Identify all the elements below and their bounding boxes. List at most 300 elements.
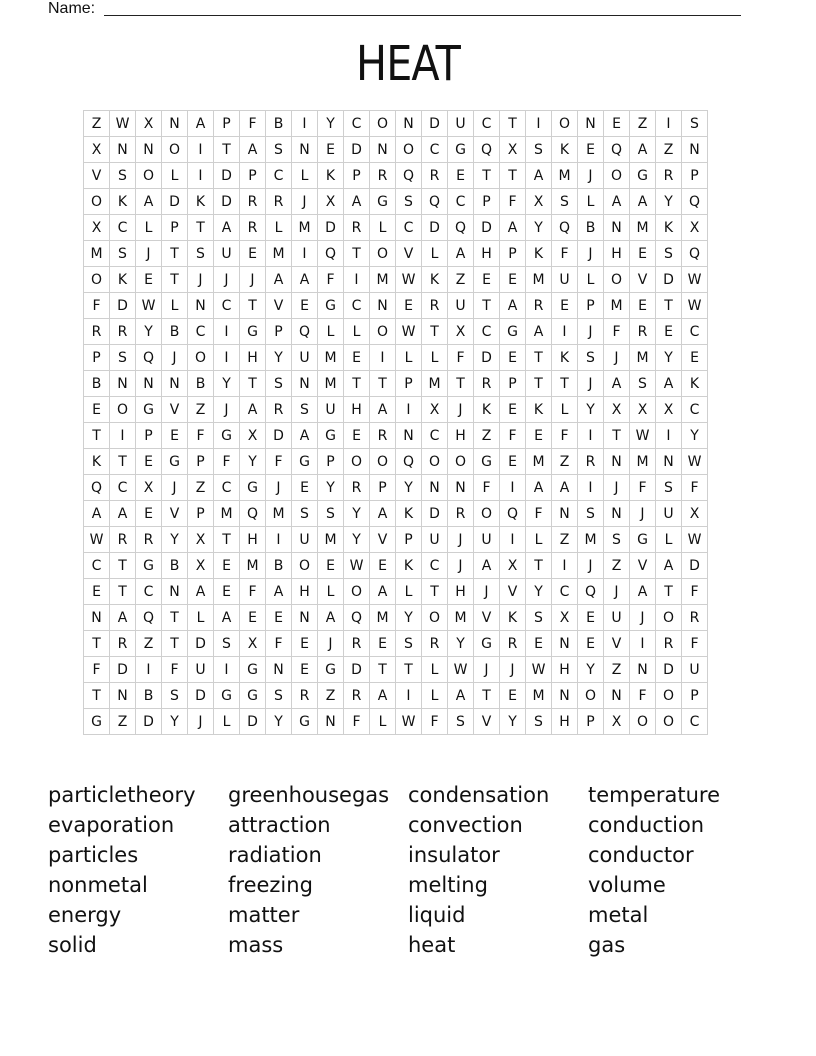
grid-cell[interactable]: N bbox=[396, 423, 422, 449]
grid-cell[interactable]: F bbox=[682, 475, 708, 501]
grid-cell[interactable]: L bbox=[266, 215, 292, 241]
grid-cell[interactable]: F bbox=[214, 449, 240, 475]
grid-cell[interactable]: M bbox=[578, 527, 604, 553]
grid-cell[interactable]: I bbox=[630, 631, 656, 657]
grid-cell[interactable]: M bbox=[370, 605, 396, 631]
grid-cell[interactable]: V bbox=[266, 293, 292, 319]
grid-cell[interactable]: J bbox=[604, 345, 630, 371]
grid-cell[interactable]: A bbox=[448, 683, 474, 709]
grid-cell[interactable]: X bbox=[604, 709, 630, 735]
grid-cell[interactable]: F bbox=[500, 189, 526, 215]
grid-cell[interactable]: O bbox=[630, 709, 656, 735]
grid-cell[interactable]: Y bbox=[162, 527, 188, 553]
grid-cell[interactable]: X bbox=[500, 553, 526, 579]
name-write-line[interactable] bbox=[104, 15, 741, 16]
grid-cell[interactable]: G bbox=[292, 709, 318, 735]
grid-cell[interactable]: Y bbox=[578, 657, 604, 683]
grid-cell[interactable]: N bbox=[110, 371, 136, 397]
grid-cell[interactable]: A bbox=[526, 163, 552, 189]
grid-cell[interactable]: H bbox=[552, 657, 578, 683]
grid-cell[interactable]: R bbox=[526, 293, 552, 319]
grid-cell[interactable]: G bbox=[318, 423, 344, 449]
grid-cell[interactable]: D bbox=[136, 709, 162, 735]
grid-cell[interactable]: Y bbox=[682, 423, 708, 449]
grid-cell[interactable]: M bbox=[448, 605, 474, 631]
grid-cell[interactable]: T bbox=[604, 423, 630, 449]
grid-cell[interactable]: O bbox=[474, 501, 500, 527]
grid-cell[interactable]: B bbox=[266, 553, 292, 579]
grid-cell[interactable]: F bbox=[500, 423, 526, 449]
grid-cell[interactable]: B bbox=[84, 371, 110, 397]
grid-cell[interactable]: A bbox=[656, 371, 682, 397]
grid-cell[interactable]: E bbox=[162, 423, 188, 449]
grid-cell[interactable]: A bbox=[630, 137, 656, 163]
grid-cell[interactable]: S bbox=[656, 475, 682, 501]
grid-cell[interactable]: V bbox=[162, 397, 188, 423]
grid-cell[interactable]: J bbox=[292, 189, 318, 215]
grid-cell[interactable]: H bbox=[292, 579, 318, 605]
grid-cell[interactable]: F bbox=[422, 709, 448, 735]
grid-cell[interactable]: S bbox=[604, 527, 630, 553]
grid-cell[interactable]: E bbox=[500, 267, 526, 293]
grid-cell[interactable]: E bbox=[84, 579, 110, 605]
grid-cell[interactable]: G bbox=[136, 553, 162, 579]
grid-cell[interactable]: M bbox=[370, 267, 396, 293]
grid-cell[interactable]: W bbox=[682, 267, 708, 293]
grid-cell[interactable]: T bbox=[656, 579, 682, 605]
grid-cell[interactable]: V bbox=[500, 579, 526, 605]
grid-cell[interactable]: C bbox=[136, 579, 162, 605]
grid-cell[interactable]: S bbox=[396, 631, 422, 657]
grid-cell[interactable]: A bbox=[526, 475, 552, 501]
grid-cell[interactable]: G bbox=[240, 683, 266, 709]
grid-cell[interactable]: V bbox=[474, 709, 500, 735]
grid-cell[interactable]: R bbox=[84, 319, 110, 345]
grid-cell[interactable]: P bbox=[136, 423, 162, 449]
grid-cell[interactable]: R bbox=[656, 631, 682, 657]
grid-cell[interactable]: R bbox=[136, 527, 162, 553]
grid-cell[interactable]: E bbox=[136, 267, 162, 293]
grid-cell[interactable]: A bbox=[110, 501, 136, 527]
grid-cell[interactable]: A bbox=[370, 501, 396, 527]
grid-cell[interactable]: C bbox=[266, 163, 292, 189]
grid-cell[interactable]: Q bbox=[682, 241, 708, 267]
grid-cell[interactable]: N bbox=[682, 137, 708, 163]
grid-cell[interactable]: L bbox=[370, 709, 396, 735]
grid-cell[interactable]: E bbox=[578, 631, 604, 657]
grid-cell[interactable]: Y bbox=[578, 397, 604, 423]
grid-cell[interactable]: D bbox=[188, 683, 214, 709]
grid-cell[interactable]: I bbox=[214, 345, 240, 371]
grid-cell[interactable]: L bbox=[578, 189, 604, 215]
grid-cell[interactable]: R bbox=[344, 215, 370, 241]
grid-cell[interactable]: J bbox=[474, 657, 500, 683]
grid-cell[interactable]: D bbox=[422, 501, 448, 527]
grid-cell[interactable]: E bbox=[500, 397, 526, 423]
grid-cell[interactable]: F bbox=[266, 631, 292, 657]
grid-cell[interactable]: G bbox=[136, 397, 162, 423]
grid-cell[interactable]: F bbox=[84, 293, 110, 319]
grid-cell[interactable]: M bbox=[630, 215, 656, 241]
grid-cell[interactable]: L bbox=[188, 605, 214, 631]
grid-cell[interactable]: V bbox=[396, 241, 422, 267]
grid-cell[interactable]: S bbox=[162, 683, 188, 709]
grid-cell[interactable]: U bbox=[474, 527, 500, 553]
grid-cell[interactable]: Q bbox=[136, 345, 162, 371]
grid-cell[interactable]: I bbox=[344, 267, 370, 293]
grid-cell[interactable]: N bbox=[136, 137, 162, 163]
grid-cell[interactable]: W bbox=[396, 267, 422, 293]
grid-cell[interactable]: A bbox=[630, 189, 656, 215]
grid-cell[interactable]: Z bbox=[604, 657, 630, 683]
grid-cell[interactable]: R bbox=[266, 397, 292, 423]
grid-cell[interactable]: J bbox=[136, 241, 162, 267]
grid-cell[interactable]: F bbox=[552, 241, 578, 267]
grid-cell[interactable]: T bbox=[474, 683, 500, 709]
grid-cell[interactable]: J bbox=[578, 241, 604, 267]
grid-cell[interactable]: U bbox=[552, 267, 578, 293]
grid-cell[interactable]: F bbox=[474, 475, 500, 501]
grid-cell[interactable]: I bbox=[214, 657, 240, 683]
grid-cell[interactable]: J bbox=[630, 501, 656, 527]
grid-cell[interactable]: N bbox=[292, 137, 318, 163]
grid-cell[interactable]: I bbox=[110, 423, 136, 449]
grid-cell[interactable]: Q bbox=[318, 241, 344, 267]
grid-cell[interactable]: T bbox=[474, 293, 500, 319]
grid-cell[interactable]: D bbox=[344, 657, 370, 683]
grid-cell[interactable]: E bbox=[318, 137, 344, 163]
grid-cell[interactable]: O bbox=[136, 163, 162, 189]
grid-cell[interactable]: Y bbox=[266, 345, 292, 371]
grid-cell[interactable]: Z bbox=[84, 111, 110, 137]
grid-cell[interactable]: A bbox=[136, 189, 162, 215]
grid-cell[interactable]: E bbox=[292, 475, 318, 501]
grid-cell[interactable]: G bbox=[292, 449, 318, 475]
grid-cell[interactable]: U bbox=[422, 527, 448, 553]
grid-cell[interactable]: A bbox=[266, 267, 292, 293]
grid-cell[interactable]: J bbox=[266, 475, 292, 501]
grid-cell[interactable]: G bbox=[370, 189, 396, 215]
grid-cell[interactable]: K bbox=[188, 189, 214, 215]
grid-cell[interactable]: F bbox=[604, 319, 630, 345]
grid-cell[interactable]: C bbox=[344, 111, 370, 137]
grid-cell[interactable]: P bbox=[214, 111, 240, 137]
grid-cell[interactable]: L bbox=[396, 345, 422, 371]
grid-cell[interactable]: R bbox=[448, 501, 474, 527]
grid-cell[interactable]: Q bbox=[84, 475, 110, 501]
grid-cell[interactable]: P bbox=[682, 683, 708, 709]
grid-cell[interactable]: W bbox=[630, 423, 656, 449]
grid-cell[interactable]: E bbox=[474, 267, 500, 293]
grid-cell[interactable]: U bbox=[318, 397, 344, 423]
grid-cell[interactable]: B bbox=[136, 683, 162, 709]
grid-cell[interactable]: K bbox=[396, 501, 422, 527]
grid-cell[interactable]: G bbox=[318, 657, 344, 683]
grid-cell[interactable]: Y bbox=[214, 371, 240, 397]
grid-cell[interactable]: S bbox=[266, 371, 292, 397]
grid-cell[interactable]: D bbox=[240, 709, 266, 735]
grid-cell[interactable]: O bbox=[84, 267, 110, 293]
grid-cell[interactable]: C bbox=[474, 111, 500, 137]
grid-cell[interactable]: M bbox=[214, 501, 240, 527]
grid-cell[interactable]: B bbox=[162, 553, 188, 579]
grid-cell[interactable]: T bbox=[110, 579, 136, 605]
grid-cell[interactable]: Y bbox=[318, 475, 344, 501]
grid-cell[interactable]: Q bbox=[344, 605, 370, 631]
grid-cell[interactable]: D bbox=[656, 657, 682, 683]
grid-cell[interactable]: M bbox=[526, 267, 552, 293]
grid-cell[interactable]: Y bbox=[656, 189, 682, 215]
grid-cell[interactable]: T bbox=[422, 319, 448, 345]
grid-cell[interactable]: O bbox=[604, 267, 630, 293]
grid-cell[interactable]: X bbox=[630, 397, 656, 423]
grid-cell[interactable]: I bbox=[292, 111, 318, 137]
grid-cell[interactable]: E bbox=[292, 631, 318, 657]
grid-cell[interactable]: E bbox=[448, 163, 474, 189]
grid-cell[interactable]: Q bbox=[578, 579, 604, 605]
grid-cell[interactable]: A bbox=[292, 423, 318, 449]
grid-cell[interactable]: Y bbox=[240, 449, 266, 475]
grid-cell[interactable]: T bbox=[84, 631, 110, 657]
grid-cell[interactable]: L bbox=[578, 267, 604, 293]
grid-cell[interactable]: I bbox=[500, 475, 526, 501]
grid-cell[interactable]: M bbox=[526, 683, 552, 709]
grid-cell[interactable]: S bbox=[630, 371, 656, 397]
grid-cell[interactable]: F bbox=[162, 657, 188, 683]
grid-cell[interactable]: O bbox=[422, 449, 448, 475]
grid-cell[interactable]: A bbox=[266, 579, 292, 605]
grid-cell[interactable]: J bbox=[448, 397, 474, 423]
grid-cell[interactable]: I bbox=[656, 111, 682, 137]
grid-cell[interactable]: E bbox=[136, 449, 162, 475]
grid-cell[interactable]: V bbox=[370, 527, 396, 553]
grid-cell[interactable]: V bbox=[630, 267, 656, 293]
grid-cell[interactable]: K bbox=[110, 267, 136, 293]
grid-cell[interactable]: N bbox=[604, 501, 630, 527]
grid-cell[interactable]: J bbox=[578, 319, 604, 345]
grid-cell[interactable]: U bbox=[656, 501, 682, 527]
grid-cell[interactable]: T bbox=[162, 605, 188, 631]
grid-cell[interactable]: C bbox=[214, 293, 240, 319]
grid-cell[interactable]: Y bbox=[344, 501, 370, 527]
grid-cell[interactable]: E bbox=[214, 579, 240, 605]
grid-cell[interactable]: G bbox=[214, 423, 240, 449]
grid-cell[interactable]: C bbox=[396, 215, 422, 241]
grid-cell[interactable]: F bbox=[526, 501, 552, 527]
grid-cell[interactable]: O bbox=[422, 605, 448, 631]
grid-cell[interactable]: X bbox=[188, 527, 214, 553]
grid-cell[interactable]: M bbox=[318, 527, 344, 553]
grid-cell[interactable]: M bbox=[604, 293, 630, 319]
grid-cell[interactable]: D bbox=[318, 215, 344, 241]
grid-cell[interactable]: L bbox=[318, 579, 344, 605]
grid-cell[interactable]: W bbox=[448, 657, 474, 683]
grid-cell[interactable]: S bbox=[526, 137, 552, 163]
grid-cell[interactable]: G bbox=[630, 527, 656, 553]
grid-cell[interactable]: A bbox=[604, 189, 630, 215]
grid-cell[interactable]: P bbox=[474, 189, 500, 215]
grid-cell[interactable]: X bbox=[422, 397, 448, 423]
grid-cell[interactable]: O bbox=[292, 553, 318, 579]
grid-cell[interactable]: W bbox=[110, 111, 136, 137]
grid-cell[interactable]: E bbox=[630, 241, 656, 267]
grid-cell[interactable]: N bbox=[370, 293, 396, 319]
grid-cell[interactable]: R bbox=[422, 631, 448, 657]
grid-cell[interactable]: M bbox=[552, 163, 578, 189]
grid-cell[interactable]: T bbox=[188, 215, 214, 241]
grid-cell[interactable]: O bbox=[370, 319, 396, 345]
grid-cell[interactable]: L bbox=[526, 527, 552, 553]
grid-cell[interactable]: J bbox=[578, 553, 604, 579]
grid-cell[interactable]: R bbox=[370, 163, 396, 189]
grid-cell[interactable]: G bbox=[474, 449, 500, 475]
grid-cell[interactable]: K bbox=[656, 215, 682, 241]
grid-cell[interactable]: G bbox=[84, 709, 110, 735]
grid-cell[interactable]: A bbox=[500, 215, 526, 241]
grid-cell[interactable]: A bbox=[188, 579, 214, 605]
grid-cell[interactable]: R bbox=[110, 319, 136, 345]
grid-cell[interactable]: Q bbox=[292, 319, 318, 345]
grid-cell[interactable]: J bbox=[318, 631, 344, 657]
grid-cell[interactable]: R bbox=[500, 631, 526, 657]
grid-cell[interactable]: F bbox=[682, 579, 708, 605]
grid-cell[interactable]: J bbox=[630, 605, 656, 631]
grid-cell[interactable]: G bbox=[500, 319, 526, 345]
grid-cell[interactable]: K bbox=[526, 397, 552, 423]
grid-cell[interactable]: N bbox=[604, 449, 630, 475]
grid-cell[interactable]: C bbox=[682, 319, 708, 345]
grid-cell[interactable]: I bbox=[500, 527, 526, 553]
grid-cell[interactable]: E bbox=[84, 397, 110, 423]
grid-cell[interactable]: D bbox=[214, 189, 240, 215]
grid-cell[interactable]: M bbox=[84, 241, 110, 267]
grid-cell[interactable]: E bbox=[682, 345, 708, 371]
grid-cell[interactable]: A bbox=[370, 683, 396, 709]
grid-cell[interactable]: Z bbox=[630, 111, 656, 137]
grid-cell[interactable]: J bbox=[500, 657, 526, 683]
grid-cell[interactable]: E bbox=[136, 501, 162, 527]
grid-cell[interactable]: E bbox=[604, 111, 630, 137]
grid-cell[interactable]: N bbox=[552, 631, 578, 657]
grid-cell[interactable]: X bbox=[552, 605, 578, 631]
grid-cell[interactable]: H bbox=[240, 527, 266, 553]
grid-cell[interactable]: F bbox=[630, 683, 656, 709]
grid-cell[interactable]: W bbox=[682, 527, 708, 553]
grid-cell[interactable]: Q bbox=[136, 605, 162, 631]
grid-cell[interactable]: G bbox=[240, 475, 266, 501]
grid-cell[interactable]: E bbox=[500, 345, 526, 371]
grid-cell[interactable]: P bbox=[266, 319, 292, 345]
grid-cell[interactable]: P bbox=[188, 501, 214, 527]
grid-cell[interactable]: C bbox=[84, 553, 110, 579]
grid-cell[interactable]: Z bbox=[318, 683, 344, 709]
grid-cell[interactable]: N bbox=[136, 371, 162, 397]
grid-cell[interactable]: U bbox=[604, 605, 630, 631]
grid-cell[interactable]: I bbox=[656, 423, 682, 449]
grid-cell[interactable]: P bbox=[396, 527, 422, 553]
grid-cell[interactable]: Y bbox=[136, 319, 162, 345]
grid-cell[interactable]: I bbox=[552, 319, 578, 345]
grid-cell[interactable]: N bbox=[162, 111, 188, 137]
grid-cell[interactable]: A bbox=[370, 579, 396, 605]
grid-cell[interactable]: J bbox=[240, 267, 266, 293]
grid-cell[interactable]: E bbox=[214, 553, 240, 579]
grid-cell[interactable]: L bbox=[656, 527, 682, 553]
grid-cell[interactable]: K bbox=[84, 449, 110, 475]
grid-cell[interactable]: Y bbox=[448, 631, 474, 657]
grid-cell[interactable]: E bbox=[344, 345, 370, 371]
grid-cell[interactable]: Q bbox=[448, 215, 474, 241]
grid-cell[interactable]: O bbox=[448, 449, 474, 475]
grid-cell[interactable]: X bbox=[188, 553, 214, 579]
grid-cell[interactable]: P bbox=[500, 241, 526, 267]
grid-cell[interactable]: N bbox=[292, 605, 318, 631]
grid-cell[interactable]: P bbox=[370, 475, 396, 501]
grid-cell[interactable]: R bbox=[344, 631, 370, 657]
grid-cell[interactable]: N bbox=[656, 449, 682, 475]
grid-cell[interactable]: X bbox=[136, 475, 162, 501]
grid-cell[interactable]: T bbox=[526, 553, 552, 579]
grid-cell[interactable]: L bbox=[422, 683, 448, 709]
grid-cell[interactable]: T bbox=[526, 371, 552, 397]
grid-cell[interactable]: N bbox=[604, 215, 630, 241]
grid-cell[interactable]: S bbox=[110, 345, 136, 371]
grid-cell[interactable]: C bbox=[344, 293, 370, 319]
grid-cell[interactable]: N bbox=[604, 683, 630, 709]
grid-cell[interactable]: X bbox=[84, 137, 110, 163]
grid-cell[interactable]: F bbox=[240, 579, 266, 605]
grid-cell[interactable]: N bbox=[422, 475, 448, 501]
grid-cell[interactable]: A bbox=[656, 553, 682, 579]
grid-cell[interactable]: J bbox=[578, 371, 604, 397]
grid-cell[interactable]: J bbox=[214, 267, 240, 293]
grid-cell[interactable]: X bbox=[84, 215, 110, 241]
grid-cell[interactable]: N bbox=[110, 683, 136, 709]
grid-cell[interactable]: G bbox=[162, 449, 188, 475]
grid-cell[interactable]: U bbox=[188, 657, 214, 683]
grid-cell[interactable]: E bbox=[344, 423, 370, 449]
grid-cell[interactable]: F bbox=[266, 449, 292, 475]
grid-cell[interactable]: J bbox=[604, 579, 630, 605]
grid-cell[interactable]: L bbox=[422, 241, 448, 267]
grid-cell[interactable]: F bbox=[84, 657, 110, 683]
grid-cell[interactable]: I bbox=[292, 241, 318, 267]
grid-cell[interactable]: I bbox=[578, 423, 604, 449]
grid-cell[interactable]: C bbox=[110, 475, 136, 501]
grid-cell[interactable]: S bbox=[266, 137, 292, 163]
grid-cell[interactable]: E bbox=[526, 631, 552, 657]
grid-cell[interactable]: V bbox=[84, 163, 110, 189]
grid-cell[interactable]: H bbox=[552, 709, 578, 735]
grid-cell[interactable]: T bbox=[344, 371, 370, 397]
grid-cell[interactable]: X bbox=[526, 189, 552, 215]
grid-cell[interactable]: M bbox=[422, 371, 448, 397]
grid-cell[interactable]: V bbox=[474, 605, 500, 631]
grid-cell[interactable]: A bbox=[84, 501, 110, 527]
grid-cell[interactable]: E bbox=[318, 553, 344, 579]
grid-cell[interactable]: W bbox=[682, 293, 708, 319]
grid-cell[interactable]: T bbox=[500, 111, 526, 137]
grid-cell[interactable]: O bbox=[578, 683, 604, 709]
grid-cell[interactable]: U bbox=[682, 657, 708, 683]
grid-cell[interactable]: X bbox=[682, 501, 708, 527]
grid-cell[interactable]: W bbox=[136, 293, 162, 319]
grid-cell[interactable]: T bbox=[526, 345, 552, 371]
grid-cell[interactable]: M bbox=[266, 501, 292, 527]
grid-cell[interactable]: F bbox=[318, 267, 344, 293]
grid-cell[interactable]: T bbox=[162, 631, 188, 657]
grid-cell[interactable]: L bbox=[136, 215, 162, 241]
